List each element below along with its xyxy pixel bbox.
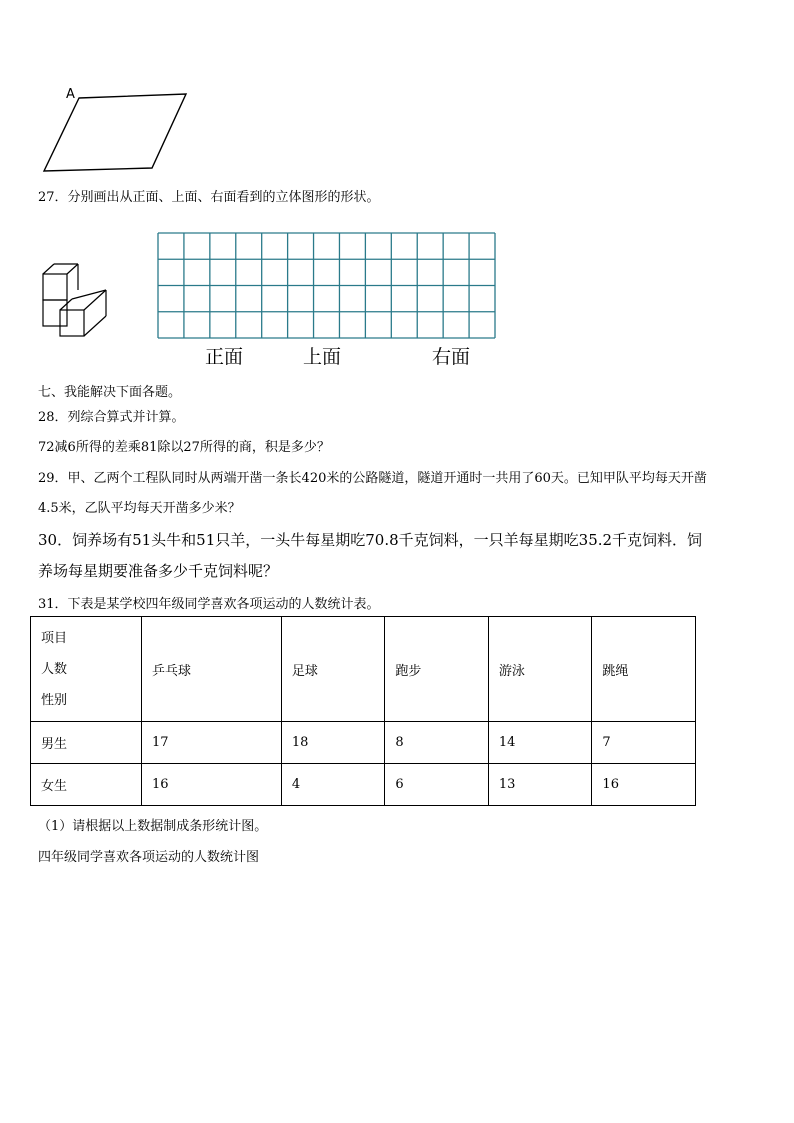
label-front-view: 正面: [205, 346, 244, 368]
question-31-sub1: （1）请根据以上数据制成条形统计图。: [38, 819, 268, 834]
chart-title: 四年级同学喜欢各项运动的人数统计图: [38, 850, 260, 865]
question-30-line1: 30．饲养场有51头牛和51只羊，一头牛每星期吃70.8千克饲料，一只羊每星期吃35.2千克饲料．饲: [38, 531, 703, 549]
column-header: 跑步: [385, 617, 489, 722]
cube-stack-figure: [40, 262, 112, 338]
question-30-line2: 养场每星期要准备多少千克饲料呢？: [38, 562, 279, 580]
parallelogram-figure: [38, 82, 190, 174]
table-cell: 16: [592, 764, 696, 806]
table-cell: 7: [592, 722, 696, 764]
table-cell: 18: [281, 722, 385, 764]
table-row: [31, 722, 696, 764]
table-row: [31, 764, 696, 806]
sports-stats-table: [30, 616, 696, 806]
header-project: 项目: [41, 630, 68, 646]
table-cell: 17: [142, 722, 282, 764]
question-29-line1: 29．甲、乙两个工程队同时从两端开凿一条长420米的公路隧道，隧道开通时一共用了60天。已知甲队平均每天开凿: [38, 471, 707, 486]
table-header-row: [31, 617, 696, 722]
table-cell: 16: [142, 764, 282, 806]
row-label: 男生: [31, 722, 142, 764]
column-header: 游泳: [488, 617, 592, 722]
table-cell: 14: [488, 722, 592, 764]
column-header: 跳绳: [592, 617, 696, 722]
question-31-title: 31．下表是某学校四年级同学喜欢各项运动的人数统计表。: [38, 597, 380, 612]
label-right-view: 右面: [432, 346, 471, 368]
table-cell: 13: [488, 764, 592, 806]
column-header: 乒乓球: [142, 617, 282, 722]
header-count: 人数: [41, 661, 68, 677]
question-27: 27．分别画出从正面、上面、右面看到的立体图形的形状。: [38, 190, 380, 205]
vertex-label-a: A: [66, 87, 75, 102]
question-28-text: 72减6所得的差乘81除以27所得的商，积是多少？: [38, 440, 330, 455]
label-top-view: 上面: [303, 346, 342, 368]
header-gender: 性别: [41, 692, 68, 708]
column-header: 足球: [281, 617, 385, 722]
question-28-title: 28．列综合算式并计算。: [38, 410, 185, 425]
question-29-line2: 4.5米，乙队平均每天开凿多少米？: [38, 501, 241, 516]
table-cell: 6: [385, 764, 489, 806]
section-7-title: 七、我能解决下面各题。: [38, 385, 182, 400]
table-corner-cell: [31, 617, 142, 722]
row-label: 女生: [31, 764, 142, 806]
drawing-grid: [157, 232, 496, 339]
table-cell: 4: [281, 764, 385, 806]
table-cell: 8: [385, 722, 489, 764]
